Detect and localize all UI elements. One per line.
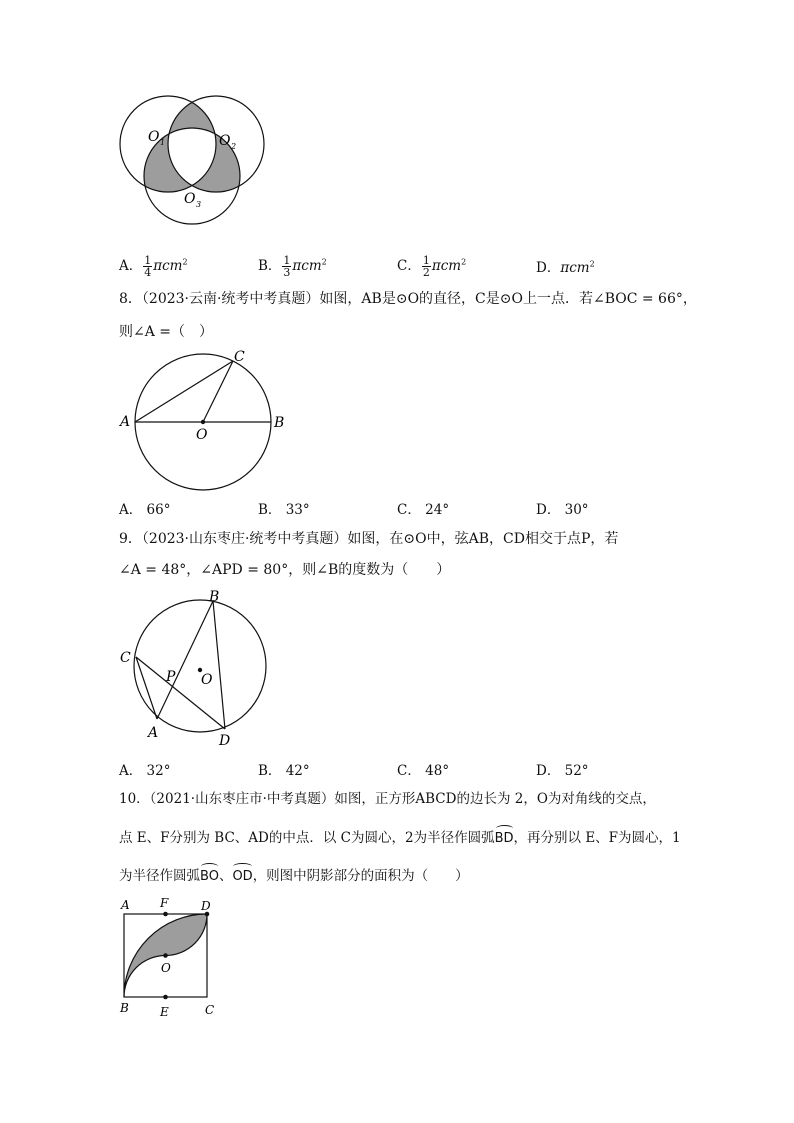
label-c: C [234, 349, 245, 365]
label-c: C [205, 1003, 215, 1017]
q9-stem-line1: 9．（2023·山东枣庄·统考中考真题）如图，在⊙O中，弦AB，CD相交于点P，若 [119, 531, 619, 547]
q9-option-d[interactable]: D． 52° [536, 763, 589, 779]
arc-od-label: OD [232, 867, 252, 887]
label-o: O [161, 961, 171, 975]
label-o3: O [184, 191, 196, 207]
q8-option-b[interactable]: B． 33° [258, 502, 310, 518]
q10-stem-line3: 为半径作圆弧BO、OD，则图中阴影部分的面积为（ ） [119, 866, 469, 887]
q8-option-d[interactable]: D． 30° [536, 502, 589, 518]
q8-circle-figure [115, 345, 290, 495]
label-b: B [209, 589, 220, 605]
label-b: B [120, 1001, 129, 1015]
q7-option-c[interactable]: C． $\frac{1}{2}$ πcm$^2$ [397, 254, 467, 279]
q8-option-a[interactable]: A． 66° [119, 502, 171, 518]
arc-bo-label: BO [200, 867, 219, 887]
label-c: C [120, 650, 131, 666]
label-b: B [274, 415, 285, 431]
label-o1-sub: 1 [160, 138, 166, 147]
label-d: D [219, 733, 231, 749]
q9-option-c[interactable]: C． 48° [397, 763, 450, 779]
q8-option-c[interactable]: C． 24° [397, 502, 450, 518]
label-o: O [196, 427, 208, 443]
q9-option-a[interactable]: A． 32° [119, 763, 171, 779]
label-e: E [160, 1005, 169, 1019]
label-o2: O [219, 133, 231, 149]
q10-stem-line2: 点 E、F分别为 BC、AD的中点．以 C为圆心，2为半径作圆弧BD，再分别以 E、F为圆心，1 [119, 828, 681, 849]
label-o3-sub: 3 [196, 200, 202, 209]
label-p: P [166, 669, 176, 685]
q7-option-d[interactable]: D．πcm$^2$ [536, 259, 595, 276]
q8-stem-line1: 8．（2023·云南·统考中考真题）如图，AB是⊙O的直径，C是⊙O上一点．若∠BOC = 66°， [119, 291, 697, 307]
q10-square-figure [115, 893, 225, 1023]
q7-option-a[interactable]: A． $\frac{1}{4}$ πcm$^2$ [119, 254, 188, 279]
q7-option-b[interactable]: B． $\frac{1}{3}$ πcm$^2$ [258, 254, 327, 279]
label-d: D [201, 899, 211, 913]
q8-stem-line2: 则∠A =（ ） [119, 324, 214, 340]
q9-stem-line2: ∠A = 48°，∠APD = 80°，则∠B的度数为（ ） [119, 562, 451, 578]
q9-circle-figure [115, 585, 275, 750]
three-circles-figure [112, 92, 272, 222]
label-o1: O [148, 129, 160, 145]
label-a: A [121, 898, 130, 912]
label-o2-sub: 2 [231, 142, 237, 151]
label-o: O [201, 672, 213, 688]
q10-stem-line1: 10．（2021·山东枣庄市·中考真题）如图，正方形ABCD的边长为 2，O为对角线的交点， [119, 791, 656, 807]
q9-option-b[interactable]: B． 42° [258, 763, 310, 779]
label-a: A [120, 414, 131, 430]
label-a: A [148, 725, 159, 741]
label-f: F [160, 896, 169, 910]
arc-bd-label: BD [495, 829, 514, 849]
